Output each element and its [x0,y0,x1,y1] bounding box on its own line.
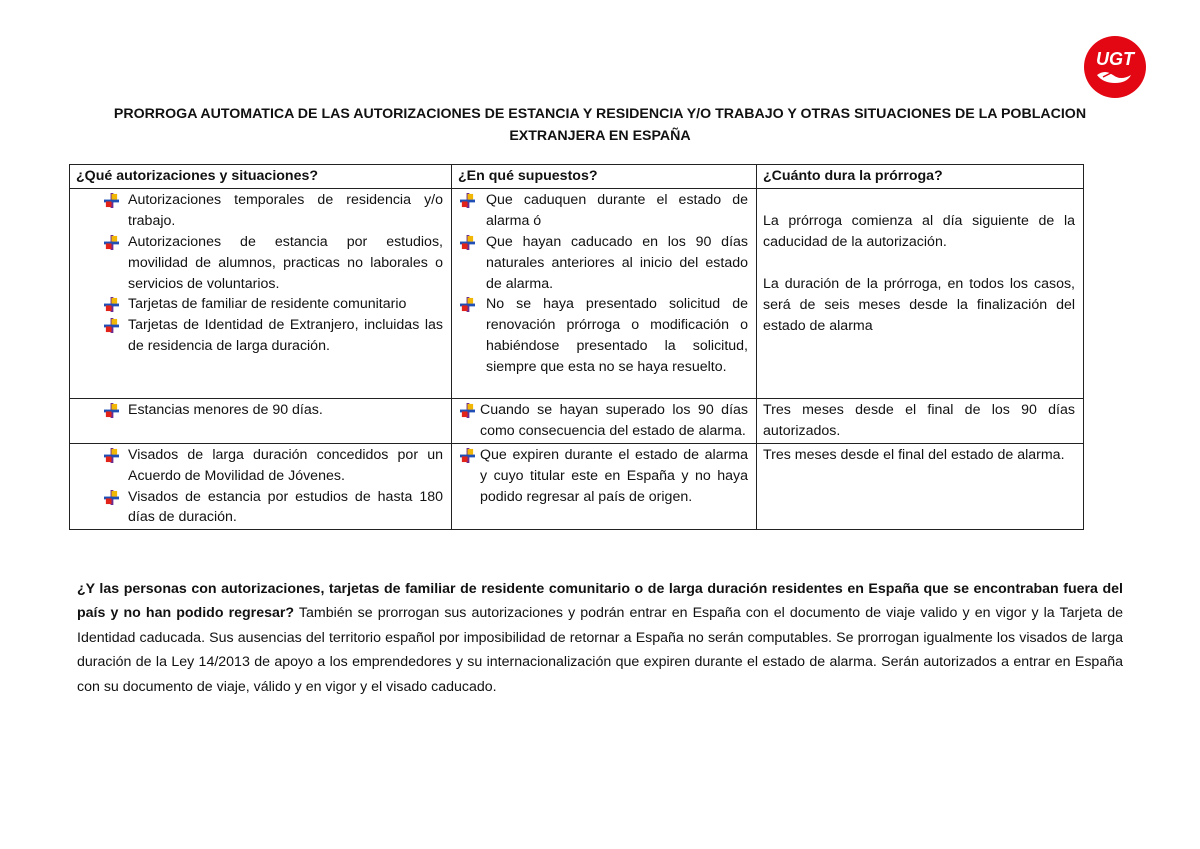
cell-autorizaciones [70,398,452,443]
bullet-icon [104,193,119,208]
bullet-icon [104,490,119,505]
paragraph-question: ¿Y las personas con autorizaciones, tarjetas de familiar de residente comunitario o de larga duración residentes en España que se encontraban fuera del país y no han podido regresar? [77,581,1123,622]
table-row [70,398,1084,443]
bullet-icon [104,448,119,463]
header-autorizaciones: ¿Qué autorizaciones y situaciones? [70,165,452,189]
duracion-text: Tres meses desde el final de los 90 días autorizados. [763,401,1075,439]
cell-duracion [757,443,1084,530]
bullet-icon [460,403,475,418]
ugt-logo [1083,35,1147,99]
list-item: Tarjetas de Identidad de Extranjero, incluidas las de residencia de larga duración. [70,315,443,357]
table-row [70,443,1084,530]
list-item: Que hayan caducado en los 90 días naturales anteriores al inicio del estado de alarma. [452,232,748,295]
duracion-text: La prórroga comienza al día siguiente de la caducidad de la autorización. [763,212,1075,250]
list-item: Que caduquen durante el estado de alarma ó [452,190,748,232]
cell-supuestos [452,188,757,398]
cell-duracion [757,398,1084,443]
cell-autorizaciones [70,188,452,398]
duracion-text: Tres meses desde el final del estado de alarma. [763,446,1065,463]
bullet-icon [104,318,119,333]
bullet-icon [460,297,475,312]
duracion-text: La duración de la prórroga, en todos los casos, será de seis meses desde la finalización del estado de alarma [763,275,1075,334]
header-supuestos: ¿En qué supuestos? [452,165,757,189]
list-item: Que expiren durante el estado de alarma y cuyo titular este en España y no haya podido regresar al país de origen. [452,445,748,508]
document-title: PRORROGA AUTOMATICA DE LAS AUTORIZACIONES DE ESTANCIA Y RESIDENCIA Y/O TRABAJO Y OTRAS SITUACIONES DE LA POBLACION EXTRANJERA EN ESPAÑA [113,106,1087,144]
cell-supuestos [452,443,757,530]
cell-autorizaciones [70,443,452,530]
cell-supuestos [452,398,757,443]
bullet-icon [460,193,475,208]
logo-text: UGT [1096,49,1134,69]
list-item: Autorizaciones temporales de residencia y/o trabajo. [70,190,443,232]
prorroga-table [69,164,1084,530]
list-item: Autorizaciones de estancia por estudios, movilidad de alumnos, practicas no laborales o servicios de voluntarios. [70,232,443,295]
bullet-icon [104,235,119,250]
bullet-icon [104,403,119,418]
list-item: Visados de estancia por estudios de hasta 180 días de duración. [70,487,443,529]
bullet-icon [460,235,475,250]
list-item: Tarjetas de familiar de residente comunitario [70,294,443,315]
header-duracion: ¿Cuánto dura la prórroga? [757,165,1084,189]
table-row [70,188,1084,398]
list-item: No se haya presentado solicitud de renovación prórroga o modificación o habiéndose presentado la solicitud, siempre que esta no se haya resuelto. [452,294,748,378]
paragraph-answer: También se prorrogan sus autorizaciones y podrán entrar en España con el documento de viaje valido y en vigor y la Tarjeta de Identidad caducada. Sus ausencias del territorio español por imposibilidad de retornar a España no serán computables. Se prorrogan igualmente los visados de larga duración de la Ley 14/2013 de apoyo a los emprendedores y su internacionalización que expiren durante el estado de alarma. Serán autorizados a entrar en España con su documento de viaje, válido y en vigor y el visado caducado. [77,605,1123,695]
bullet-icon [460,448,475,463]
cell-duracion [757,188,1084,398]
bullet-icon [104,297,119,312]
table-header-row [70,165,1084,189]
closing-paragraph [77,577,1123,699]
list-item: Estancias menores de 90 días. [70,400,443,421]
list-item: Visados de larga duración concedidos por un Acuerdo de Movilidad de Jóvenes. [70,445,443,487]
list-item: Cuando se hayan superado los 90 días como consecuencia del estado de alarma. [452,400,748,442]
